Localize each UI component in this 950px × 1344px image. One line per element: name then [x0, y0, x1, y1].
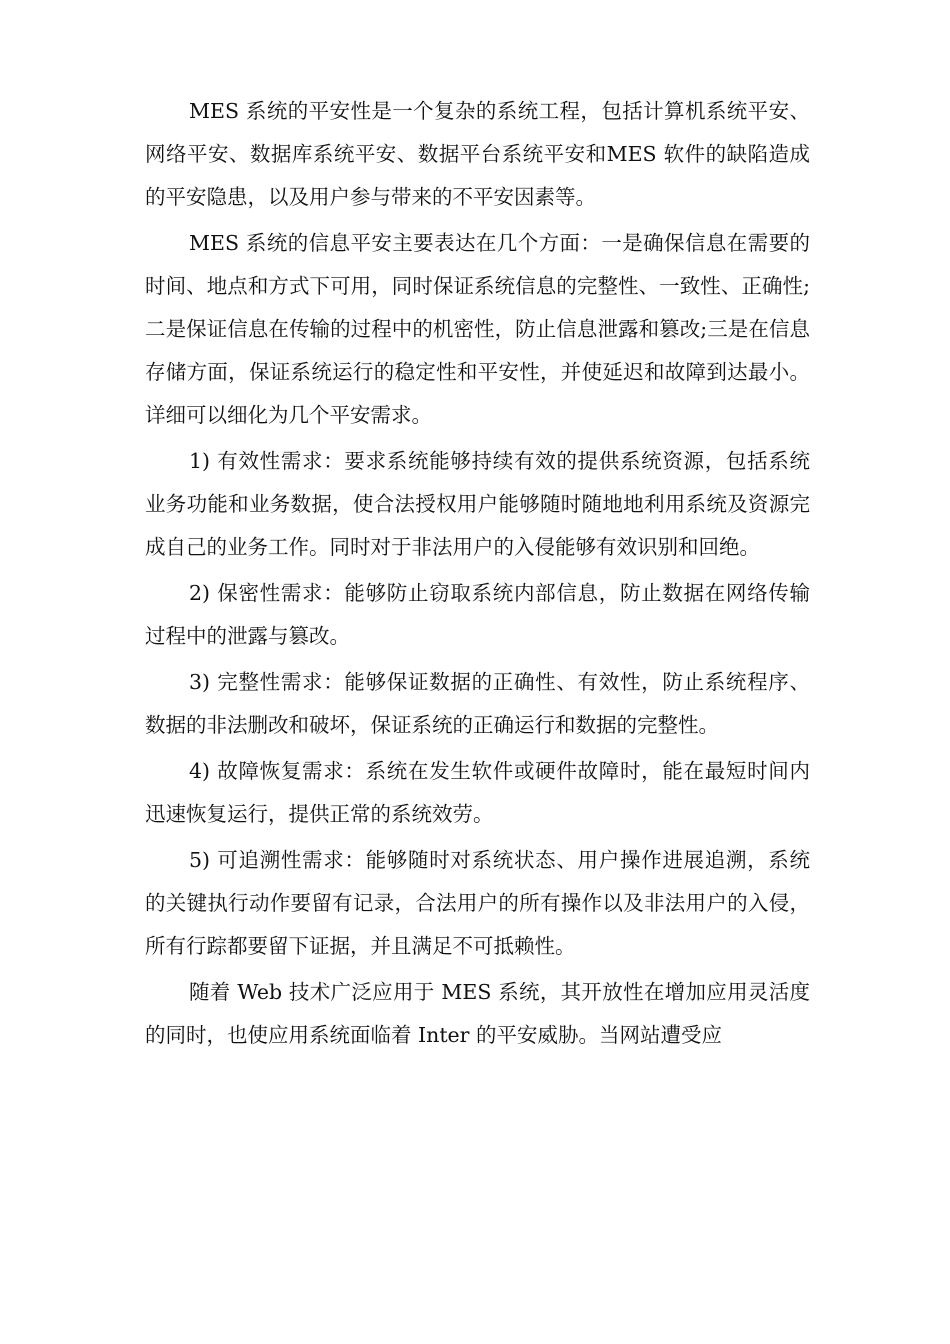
paragraph-fault-recovery-requirement: 4) 故障恢复需求：系统在发生软件或硬件故障时，能在最短时间内迅速恢复运行，提供正常的系统效劳。 [145, 759, 810, 826]
paragraph-mes-security-overview: MES 系统的平安性是一个复杂的系统工程，包括计算机系统平安、网络平安、数据库系统平安、数据平台系统平安和MES 软件的缺陷造成的平安隐患，以及用户参与带来的不平安因素等。 [145, 99, 810, 209]
paragraph-web-technology-threats: 随着 Web 技术广泛应用于 MES 系统，其开放性在增加应用灵活度的同时，也使应用系统面临着 Inter 的平安威胁。当网站遭受应 [145, 980, 810, 1047]
paragraph-integrity-requirement: 3) 完整性需求：能够保证数据的正确性、有效性，防止系统程序、数据的非法删改和破坏，保证系统的正确运行和数据的完整性。 [145, 670, 810, 737]
paragraph-availability-requirement: 1) 有效性需求：要求系统能够持续有效的提供系统资源，包括系统业务功能和业务数据，使合法授权用户能够随时随地地利用系统及资源完成自己的业务工作。同时对于非法用户的入侵能够有效识别和回绝。 [145, 449, 810, 559]
paragraph-confidentiality-requirement: 2) 保密性需求：能够防止窃取系统内部信息，防止数据在网络传输过程中的泄露与篡改。 [145, 581, 810, 648]
paragraph-information-security-aspects: MES 系统的信息平安主要表达在几个方面：一是确保信息在需要的时间、地点和方式下可用，同时保证系统信息的完整性、一致性、正确性;二是保证信息在传输的过程中的机密性，防止信息泄露和篡改;三是在信息存储方面，保证系统运行的稳定性和平安性，并使延迟和故障到达最小。详细可以细化为几个平安需求。 [145, 231, 810, 427]
paragraph-traceability-requirement: 5) 可追溯性需求：能够随时对系统状态、用户操作进展追溯，系统的关键执行动作要留有记录，合法用户的所有操作以及非法用户的入侵，所有行踪都要留下证据，并且满足不可抵赖性。 [145, 848, 810, 958]
document-body [145, 90, 810, 1057]
